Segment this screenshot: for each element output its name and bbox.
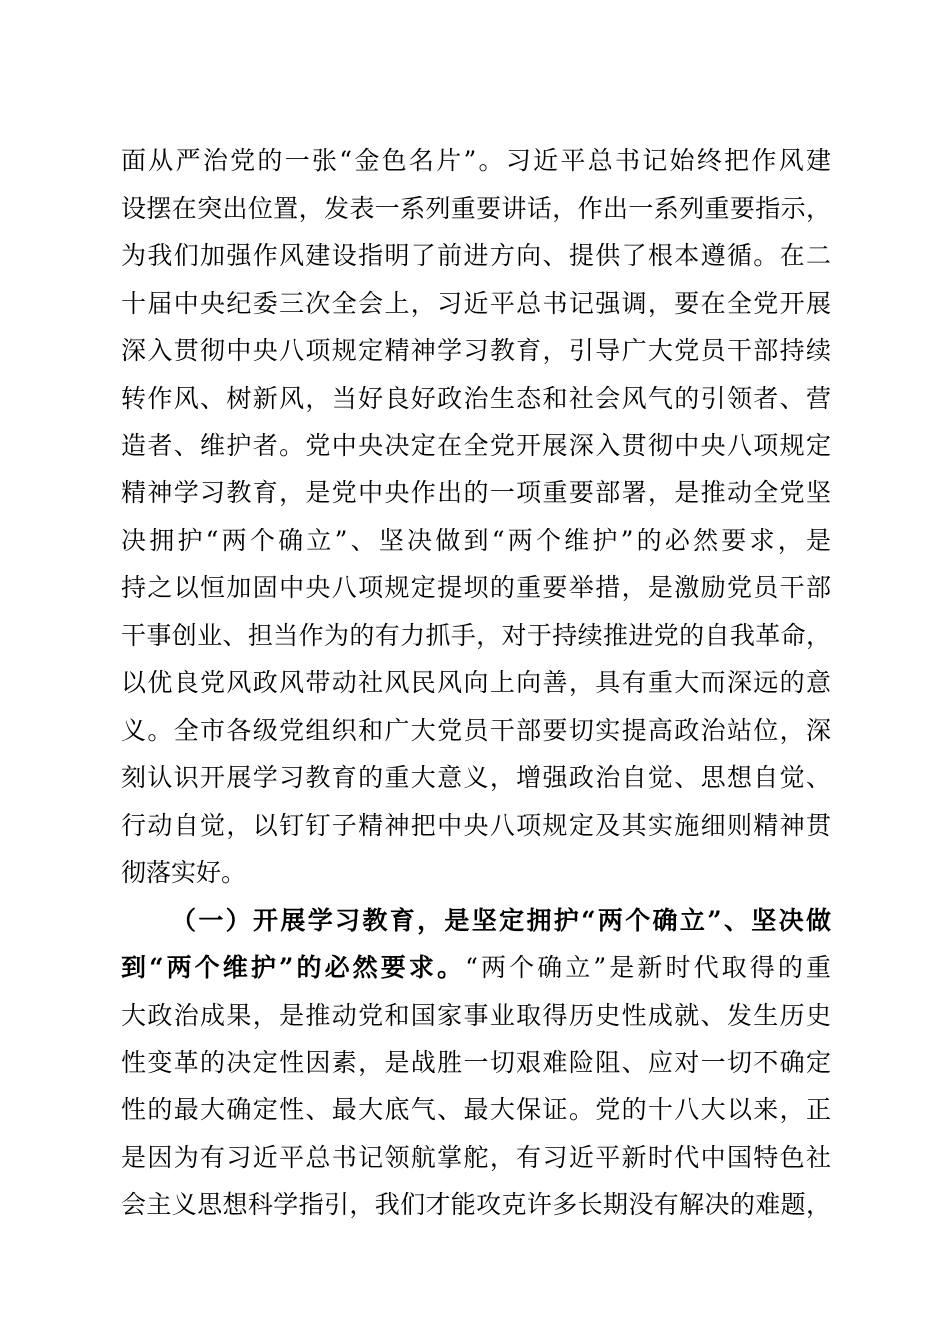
- paragraph-line: 设摆在突出位置，发表一系列重要讲话，作出一系列重要指示，: [121, 194, 831, 223]
- paragraph-line: 深入贯彻中央八项规定精神学习教育，引导广大党员干部持续: [121, 336, 831, 365]
- section-heading-tail: 到“两个维护”的必然要求。: [121, 953, 466, 982]
- paragraph-line: 转作风、树新风，当好良好政治生态和社会风气的引领者、营: [121, 384, 831, 413]
- paragraph-line: 性的最大确定性、最大底气、最大保证。党的十八大以来，正: [121, 1095, 831, 1124]
- paragraph-line: 彻落实好。: [121, 858, 247, 887]
- paragraph-line: 行动自觉，以钉钉子精神把中央八项规定及其实施细则精神贯: [121, 811, 831, 840]
- paragraph-line: 义。全市各级党组织和广大党员干部要切实提高政治站位，深: [121, 716, 831, 745]
- section-heading-line: （一）开展学习教育，是坚定拥护“两个确立”、坚决做: [171, 906, 831, 935]
- paragraph-line: 刻认识开展学习教育的重大意义，增强政治自觉、思想自觉、: [121, 763, 831, 792]
- paragraph-line: 决拥护“两个确立”、坚决做到“两个维护”的必然要求，是: [121, 526, 831, 555]
- paragraph-line: [121, 949, 831, 987]
- paragraph-line: 为我们加强作风建设指明了前进方向、提供了根本遵循。在二: [121, 241, 831, 270]
- paragraph-text: “两个确立”是新时代取得的重: [465, 953, 831, 982]
- paragraph-line: 造者、维护者。党中央决定在全党开展深入贯彻中央八项规定: [121, 431, 831, 460]
- paragraph-line: 干事创业、担当作为的有力抓手，对于持续推进党的自我革命，: [121, 621, 831, 650]
- paragraph-line: 持之以恒加固中央八项规定提坝的重要举措，是激励党员干部: [121, 573, 831, 602]
- paragraph-line: 性变革的决定性因素，是战胜一切艰难险阻、应对一切不确定: [121, 1048, 831, 1077]
- paragraph-line: 是因为有习近平总书记领航掌舵，有习近平新时代中国特色社: [121, 1143, 831, 1172]
- paragraph-line: 面从严治党的一张“金色名片”。习近平总书记始终把作风建: [121, 146, 831, 175]
- paragraph-line: 会主义思想科学指引，我们才能攻克许多长期没有解决的难题，: [121, 1190, 831, 1219]
- paragraph-line: 精神学习教育，是党中央作出的一项重要部署，是推动全党坚: [121, 478, 831, 507]
- paragraph-line: 以优良党风政风带动社风民风向上向善，具有重大而深远的意: [121, 668, 831, 697]
- paragraph-line: 大政治成果，是推动党和国家事业取得历史性成就、发生历史: [121, 1001, 831, 1030]
- paragraph-line: 十届中央纪委三次全会上，习近平总书记强调，要在全党开展: [121, 289, 831, 318]
